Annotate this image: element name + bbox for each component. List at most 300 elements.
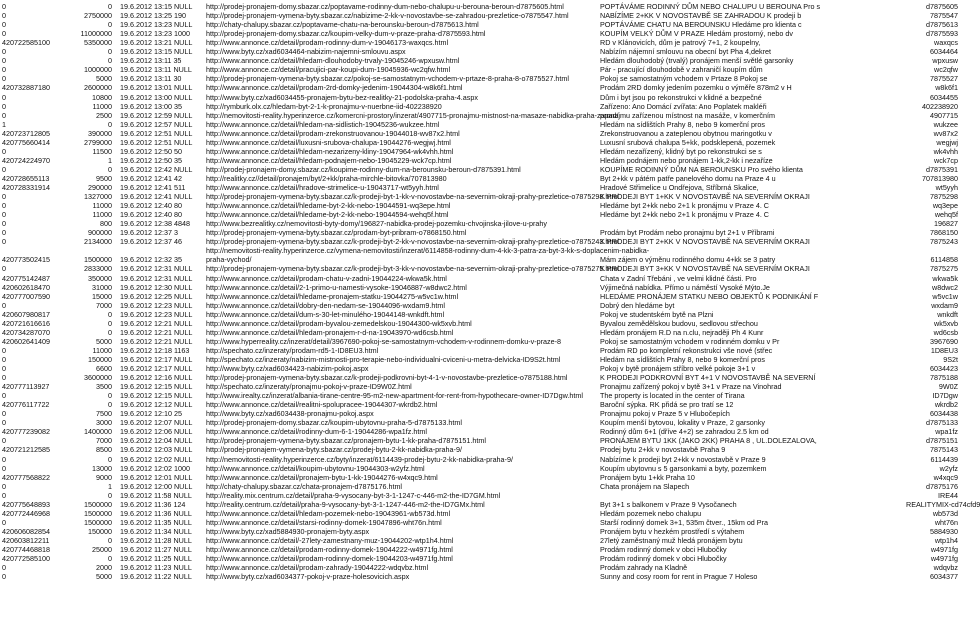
row-date (120, 292, 198, 301)
row-author: 190 (173, 11, 186, 21)
row-price: 5000 (96, 336, 112, 346)
row-price: 5000 (96, 572, 112, 582)
row-author: NULL (173, 391, 193, 401)
row-date-value: 19.6.2012 11:25 (120, 554, 172, 564)
table-row (0, 473, 960, 482)
table-row (0, 364, 960, 373)
row-date (120, 219, 198, 228)
row-author: 35 (173, 56, 182, 66)
row-url[interactable]: http://www.annonce.cz/detail/prodam-rodinny-domek-19044222-w4971fg.html (206, 545, 453, 554)
row-url[interactable]: http://www.annonce.cz/detail/hledam-podnajem-nebo-19045229-wck7cp.html (206, 155, 452, 165)
row-price: 13000 (92, 463, 112, 473)
row-id: 0 (2, 110, 6, 120)
row-price: 25000 (92, 545, 112, 554)
row-id: 420777239082 (2, 427, 50, 437)
row-url[interactable]: http://www.annonce.cz/detail/hledam-na-sidlistich-19045236-wukzee.html (206, 119, 440, 129)
row-date (120, 301, 198, 310)
row-date-value: 19.6.2012 13:11 (120, 56, 172, 66)
row-url[interactable]: http://www.annonce.cz/detail/prodam-2rd-domky-jedenim-19044304-w8k6f1.html (206, 83, 463, 93)
table-row (0, 264, 960, 273)
row-url[interactable]: http://www.annonce.cz/detail/2-1-primo-u-namesti-vysoke-19046887-w8dwc2.html (206, 282, 467, 292)
table-row (0, 482, 960, 491)
row-code: 7875298 (930, 192, 958, 202)
row-url[interactable]: http://reality.centrum.cz/detail/praha-9-vysocany-byt-3-1-1247-446-m2-the-ID7GMx.html (206, 499, 485, 509)
row-url[interactable]: http://chaty-chalupy.sbazar.cz/chata-pronajem-d7875176.html (206, 481, 403, 491)
row-date (120, 572, 198, 581)
table-row (0, 228, 960, 237)
row-date (120, 264, 198, 273)
row-description: Nabízíme k prodeji byt 2+kk v novostavbě v Praze 9 (600, 454, 766, 464)
row-code: wd6csb (933, 327, 958, 337)
row-date (120, 156, 198, 165)
row-url[interactable]: http://www.annonce.cz/detail/hledam-dlouhodoby-trvaly-19045246-wpxusw.html (206, 56, 460, 66)
row-url[interactable]: http://prodej-pronajem-vymena-byty.sbazar.cz/k-prodeji-byt-2-kk-v-novostavbe-na-severnim-okraji-prahy-prezletice-o7875243.html (206, 237, 619, 247)
row-code: w4971fg (930, 554, 958, 564)
row-url[interactable]: http://www.annonce.cz/detail/starsi-rodinny-domek-19047896-wht76n.html (206, 517, 442, 527)
row-url[interactable]: http://nemovitosti-reality.hyperinzerce.cz/komercni-prostory/inzerat/4907715-pronajmu-mistnost-na-masaze-nabidka-praha-zapad/ (206, 110, 619, 120)
row-code: w8dwc2 (932, 282, 958, 292)
row-url[interactable]: http://prodej-pronajem-vymena-byty.sbazar.cz/k-prodeji-byt-1-kk-v-novostavbe-na-severnim-okraji-prahy-prezletice-o7875298.html (206, 192, 619, 202)
row-url[interactable]: http://www.annonce.cz/detail/prodam-rodinny-dum-v-19046173-waxqcs.html (206, 38, 449, 48)
row-price: 9500 (96, 173, 112, 183)
row-author: NULL (173, 445, 193, 455)
row-url[interactable]: http://prodej-pronajem-domy.sbazar.cz/koupim-velky-dum-v-praze-praha-d7875593.html (206, 29, 486, 39)
row-price: 5000 (96, 74, 112, 84)
row-author: NULL (173, 490, 192, 500)
row-url[interactable]: http://www.annonce.cz/detail/pronajem-bytu-1-kk-19044276-w4xqc9.html (206, 472, 438, 482)
row-id: 0 (2, 11, 6, 21)
row-description: Prodám byt Prodám nebo pronajmu byt 2+1 v Příbrami (600, 228, 775, 238)
row-code: wpa1fz (935, 427, 958, 437)
row-id: 0 (2, 391, 6, 401)
row-description: Pronajmu pokoj v Praze 5 v Hlubočepích (600, 409, 730, 419)
row-url[interactable]: http://www.byty.cz/xad5884930-pronajem-byty.aspx (206, 526, 370, 536)
row-date-value: 19.6.2012 12:02 (120, 463, 172, 473)
row-date (120, 274, 198, 283)
row-price: 2500 (96, 110, 112, 120)
row-date-value: 19.6.2012 12:04 (120, 436, 172, 446)
row-description: Pronájem bytu v hezkém prostředí s výtahem (600, 526, 745, 536)
row-date-value: 19.6.2012 11:58 (120, 490, 172, 500)
row-date (120, 174, 198, 183)
row-code: 6034455 (930, 92, 958, 102)
row-id: 0 (2, 237, 6, 247)
row-url[interactable]: http://spechato.cz/inzeraty/pronajmu-pokoj-v-praze-ID9W0Z.html (206, 382, 412, 392)
row-author: 1000 (173, 29, 190, 39)
row-url[interactable]: http://nemovitosti-reality.hyperinzerce.cz/vymena-nemovitosti/inzerat/6114858-rodinny-dum-4-kk-3-patra-za-byt-3-kk-s-doplacenim-nabidka- (206, 246, 650, 256)
row-description: Prodám 2RD domky jedením pozemku o výměře 878m2 v H (600, 83, 792, 93)
table-row (0, 129, 960, 138)
row-url[interactable]: http://www.annonce.cz/detail/hledam-nezarizeny-kliny-19047964-wk4vhh.html (206, 146, 454, 156)
row-url[interactable]: http://www.annonce.cz/detail/hledame-pronajem-statku-19044275-w5vc1w.html (206, 291, 459, 301)
row-author: NULL (173, 535, 192, 545)
row-price: 1500000 (84, 255, 112, 265)
row-url[interactable]: http://prodej-pronajem-domy.sbazar.cz/koupime-rodinny-dum-na-berounsku-beroun-d7875391.html (206, 164, 521, 174)
row-url[interactable]: http://prodej-pronajem-vymena-byty.sbazar.cz/k-prodeji-podkrovni-byt-4-1-v-novostavbe-prezletice-o7875188.html (206, 373, 568, 383)
row-code: d7875605 (926, 2, 958, 11)
row-code: 3967690 (930, 336, 958, 346)
row-price: 0 (108, 535, 112, 545)
row-date-value: 19.6.2012 12:50 (120, 146, 172, 156)
row-url[interactable]: http://www.annonce.cz/detail/realitni-spolupracee-19044307-wkrdb2.html (206, 400, 438, 410)
row-date (120, 56, 198, 65)
row-date (120, 427, 198, 436)
table-row (0, 210, 960, 219)
row-url[interactable]: http://prodej-pronajem-vymena-byty.sbazar.cz/pronajem-bytu-1-kk-praha-d7875151.html (206, 436, 486, 446)
row-price: 10800 (92, 92, 112, 102)
row-date (120, 11, 198, 20)
row-id: 420602618470 (2, 282, 50, 292)
row-id: 0 (2, 2, 6, 11)
row-url[interactable]: http://prodej-pronajem-domy.sbazar.cz/koupim-ubytovnu-praha-5-d7875133.html (206, 418, 462, 428)
row-code: d7875151 (926, 436, 958, 446)
row-date (120, 111, 198, 120)
row-url[interactable]: http://www.annonce.cz/detail/hledam-pozemek-nebo-19043961-wb573d.html (206, 508, 451, 518)
row-url[interactable]: http://prodej-pronajem-vymena-byty.sbazar.cz/prodam-byt-pribram-o7868150.html (206, 228, 467, 238)
row-id: 0 (2, 572, 6, 582)
row-id: 0 (2, 418, 6, 428)
row-url[interactable]: http://www.annonce.cz/detail/rodinny-dum-6-1-19044286-wpa1fz.html (206, 427, 427, 437)
row-id: 420724224970 (2, 155, 50, 165)
row-code: 9S2t (943, 354, 958, 364)
row-price: 1500000 (84, 517, 112, 527)
row-date-value: 19.6.2012 12:10 (120, 409, 172, 419)
row-url[interactable]: http://www.annonce.cz/detail/hradove-strimelice-u-19043717-wt5yyh.html (206, 183, 439, 192)
row-id: 0 (2, 563, 6, 573)
row-url[interactable]: http://spechato.cz/inzeraty/prodam-rd5-1-ID8EU3.html (206, 345, 379, 355)
table-row (0, 499, 980, 509)
row-id: 420722585100 (2, 38, 50, 48)
row-code: w5vc1w (932, 291, 958, 301)
row-author: NULL (173, 382, 193, 392)
row-date (120, 237, 198, 246)
row-description: Pokoj se samostatným vchodem v Prtaze 8 Pokoj se (600, 74, 768, 84)
row-date-value: 19.6.2012 13:23 (120, 20, 172, 30)
row-description: Pár - pracující dlouhodobě v zahraničí koupím dům (600, 65, 763, 75)
row-url[interactable]: http://www.annonce.cz/detail/dum-s-30-let-minulého-19044148-wnkdft.html (206, 309, 445, 319)
row-price: 2750000 (84, 11, 112, 21)
row-author: NULL (173, 318, 193, 328)
row-description: The property is located in the center of Tirana (600, 391, 745, 401)
row-url[interactable]: http://reality.mix.centrum.cz/detail/praha-9-vysocany-byt-3-1-1247-c-446-m2-the-ID7GM.html (206, 490, 501, 500)
row-price: 11000 (92, 345, 112, 355)
row-price: 1 (108, 481, 112, 491)
row-url[interactable]: http://prodej-pronajem-domy.sbazar.cz/poptavame-rodinny-dum-nebo-chalupu-u-berouna-beroun-d7875605.html (206, 2, 564, 11)
row-code: w8k6f1 (935, 83, 958, 93)
row-price: 900000 (88, 228, 112, 238)
row-date-value: 19.6.2012 13:21 (120, 38, 172, 48)
table-row (0, 518, 960, 527)
row-url[interactable]: http://www.bezrealitky.cz/nemovitosti-byty-domy/196827-nabidka-prodej-pozemku-chvojinska-jilove-u-prahy (206, 219, 548, 229)
row-date (120, 491, 198, 500)
row-date-value: 19.6.2012 12:00 (120, 481, 172, 491)
row-price: 31000 (92, 282, 112, 292)
row-date (120, 418, 198, 427)
row-id: 0 (2, 490, 6, 500)
row-date (120, 509, 198, 518)
row-code: wdqvbz (933, 563, 958, 573)
table-row (0, 147, 960, 156)
row-date-value: 19.6.2012 12:31 (120, 264, 172, 274)
row-date-value: 19.6.2012 12:59 (120, 110, 172, 120)
table-row (0, 427, 960, 436)
row-author: NULL (173, 20, 193, 30)
table-row (0, 65, 960, 74)
row-date (120, 201, 198, 210)
row-url[interactable]: http://www.annonce.cz/detail/prodam-byvalou-zemedelskou-19044300-wk5xvb.html (206, 318, 472, 328)
row-author: NULL (173, 436, 193, 446)
row-code: wehq5f (934, 210, 958, 220)
row-code: wt5yyh (935, 183, 958, 192)
row-price: 6600 (96, 364, 112, 373)
table-row (0, 563, 960, 572)
row-price: 2833000 (84, 264, 112, 274)
row-price: 0 (108, 490, 112, 500)
row-description: Prodám zahrady na Kladně (600, 563, 688, 573)
row-code: 7875243 (930, 237, 958, 247)
row-date (120, 536, 198, 545)
row-description: HLEDÁME PRONÁJEM STATKU NEBO OBJEKTŮ K PODNIKÁNÍ F (600, 291, 819, 301)
row-id: 0 (2, 201, 6, 211)
row-date-value: 19.6.2012 12:25 (120, 291, 172, 301)
row-author: NULL (173, 508, 192, 518)
table-row (0, 120, 960, 129)
row-url[interactable]: http://www.byty.cz/xad6034377-pokoj-v-praze-holesovicich.aspx (206, 572, 410, 582)
row-code: 7875275 (930, 264, 958, 274)
row-author: 80 (173, 201, 182, 211)
row-price: 7000 (96, 300, 112, 310)
row-description: Hledám na sídlištích Prahy 8, nebo 9 komerční pros (600, 354, 765, 364)
row-author: NULL (173, 264, 193, 274)
row-url[interactable]: http://www.annonce.cz/detail/pracujici-par-koupi-dum-19045936-wc2qfw.html (206, 65, 451, 75)
row-author: 30 (173, 74, 182, 84)
row-description: 27letý zaměstnaný muž hledá pronájem bytu (600, 535, 743, 545)
row-id: 420772446968 (2, 508, 50, 518)
row-price: 3600000 (84, 373, 112, 383)
row-author: NULL (173, 554, 192, 564)
table-row (0, 283, 960, 292)
row-date-value: 19.6.2012 12:57 (120, 119, 172, 129)
row-description: Prodám rodinný domek v obci Hlubočky (600, 554, 727, 564)
row-date-value: 19.6.2012 11:28 (120, 535, 172, 545)
table-row (0, 554, 960, 563)
row-description: Hradové Střimelice u Ondřejova, Stříbrná Skalice, (600, 183, 759, 192)
row-description: Pokoj v bytě pronájem stříbro velké pokoje 3+1 v (600, 364, 756, 373)
row-date-value: 19.6.2012 12:32 (120, 255, 172, 265)
row-url[interactable]: http://www.annonce.cz/detail/hledam-pronajem-r-d-na-19043970-wd6csb.html (206, 327, 454, 337)
row-url[interactable]: http://www.byty.cz/xad6034438-pronajmu-pokoj.aspx (206, 409, 374, 419)
row-date (120, 102, 198, 111)
row-author: NULL (173, 192, 193, 202)
row-url[interactable]: http://www.annonce.cz/detail/hledame-byt-2-kk-nebo-19044591-wq3epe.html (206, 201, 451, 211)
row-date-value: 19.6.2012 12:41 (120, 192, 172, 202)
table-row (0, 319, 960, 328)
row-id: 0 (2, 56, 6, 66)
row-date-value: 19.6.2012 12:21 (120, 327, 172, 337)
row-date (120, 464, 198, 473)
row-url[interactable]: http://www.byty.cz/xad6034423-nabizim-pokoj.aspx (206, 364, 369, 373)
row-price: 390000 (88, 128, 112, 138)
row-author: NULL (173, 327, 193, 337)
row-date-value: 19.6.2012 11:23 (120, 563, 172, 573)
row-price: 5350000 (84, 38, 112, 48)
row-date-value: 19.6.2012 12:23 (120, 309, 172, 319)
row-description: Hledám pozemek nebo chalupu (600, 508, 702, 518)
row-url[interactable]: http://chaty-chalupy.sbazar.cz/poptavame-chatu-na-berounsku-beroun-d7875613.html (206, 20, 479, 30)
row-url[interactable]: http://www.annonce.cz/detail/prodam-rodinny-domek-19044203-w4971fg.html (206, 554, 453, 564)
row-price: 11000 (92, 101, 112, 111)
row-code: wkwa5k (932, 273, 958, 283)
row-date-value: 19.6.2012 12:51 (120, 128, 172, 138)
row-url[interactable]: http://www.irealty.cz/inzerat/albania-tirane-centre-95-m2-new-apartment-for-rent-from-hypothecare-owner-ID7Dgw.html (206, 391, 583, 401)
row-id: 0 (2, 409, 6, 419)
row-description: Dům i byt jsou po rekonstrukci v klidné a bezpečné (600, 92, 762, 102)
row-url[interactable]: http://www.annonce.cz/detail/prodam-chatu-v-zadni-19044224-wkwa5k.html (206, 273, 447, 283)
row-url[interactable]: http://www.annonce.cz/detail/-27lety-zamestnany-muz-19044202-wtp1h4.html (206, 535, 454, 545)
row-price: 15000 (92, 291, 112, 301)
row-url[interactable]: http://www.annonce.cz/detail/dobry-den-nedam-se-19044096-wxdam9.html (206, 300, 445, 310)
row-code: 6034377 (930, 572, 958, 582)
row-url[interactable]: http://nemovitosti-reality.hyperinzerce.cz/byty/inzerat/6114439-prodej-bytu-2-kk-nabidka-praha-9/ (206, 454, 513, 464)
row-date (120, 246, 198, 255)
row-code: 7875547 (930, 11, 958, 21)
row-code: waxqcs (934, 38, 958, 48)
row-date (120, 147, 198, 156)
row-price: 150000 (88, 354, 112, 364)
row-id: 420721212585 (2, 445, 50, 455)
table-row (0, 382, 960, 391)
row-date-value: 19.6.2012 12:15 (120, 382, 172, 392)
row-id: 420777007590 (2, 291, 50, 301)
row-id: 420728331914 (2, 183, 50, 192)
row-code: 6114858 (930, 255, 958, 265)
row-author: 50 (173, 146, 182, 156)
table-row (0, 409, 960, 418)
row-url[interactable]: http://prodej-pronajem-vymena-byty.sbazar.cz/pokoj-se-samostatnym-vchodem-v-prtaze-8-praha-8-o7875527.html (206, 74, 569, 84)
row-date (120, 310, 198, 319)
row-url[interactable]: http://rymburk.olx.cz/hledam-byt-2-1-k-pronajmu-v-nuerbne-iid-402238920 (206, 101, 442, 111)
row-url[interactable]: http://www.annonce.cz/detail/koupim-ubytovnu-19044303-w2yfz.html (206, 463, 425, 473)
row-code: REALITYMIX-cd74cfd9 (906, 499, 980, 509)
row-author: NULL (173, 291, 193, 301)
row-author: NULL (173, 481, 193, 491)
row-description: Hledám pronájem R.D na n.clu, nejraději Ph 4 Kunr (600, 327, 764, 337)
row-date (120, 20, 198, 29)
row-code: wxdam9 (931, 300, 958, 310)
row-id: 420775660414 (2, 137, 50, 147)
table-row (0, 255, 960, 264)
row-author: NULL (173, 418, 193, 428)
row-code: d7875133 (926, 418, 958, 428)
row-url[interactable]: http://realitky.cz//detail/pronajem/byt/2+kk/praha-mirchle-bitovka/707813980 (206, 173, 447, 183)
row-date (120, 228, 198, 237)
row-code: 9W0Z (938, 382, 958, 392)
row-author: NULL (173, 354, 193, 364)
row-description: K PRODEJI BYT 3+KK V NOVOSTAVBĚ NA SEVERNÍM OKRAJI (600, 264, 810, 274)
table-row (0, 111, 960, 120)
row-date (120, 527, 198, 536)
row-url[interactable]: http://spechato.cz/inzeraty/nabizim-mistnosti-pro-terapie-nebo-individualni-cviceni-u-metra-delvicka-ID9S2t.html (206, 354, 561, 364)
row-description: K PRODEJI BYT 1+KK V NOVOSTAVBĚ NA SEVERNÍM OKRAJI (600, 192, 810, 202)
row-id: 420772585100 (2, 554, 50, 564)
row-id: 420777113927 (2, 382, 50, 392)
row-url[interactable]: http://prodej-pronajem-vymena-byty.sbazar.cz/k-prodeji-byt-3-kk-v-novostavbe-na-severnim-okraji-prahy-prezletice-o7875275.html (206, 264, 619, 274)
row-id: 420775142487 (2, 273, 50, 283)
table-row (0, 536, 960, 545)
row-date (120, 138, 198, 147)
row-code: wkrdb2 (934, 400, 958, 410)
row-description: Byt 2+kk v pátém patře panelového domu na Praze 4 u (600, 173, 776, 183)
row-id: 0 (2, 228, 6, 238)
row-date-value: 19.6.2012 13:15 (120, 2, 172, 11)
row-date-value: 19.6.2012 11:34 (120, 526, 172, 536)
row-code: ID7Dgw (932, 391, 958, 401)
row-id: 0 (2, 29, 6, 39)
row-author: NULL (173, 92, 193, 102)
row-description: KOUPÍM VELKÝ DŮM V PRAZE Hledám prostorný, nebo dv (600, 29, 793, 39)
row-url[interactable]: http://www.annonce.cz/detail/luxusni-srubova-chalupa-19044276-wegjwj.html (206, 137, 451, 147)
row-price: 0 (108, 454, 112, 464)
row-code: 4907715 (930, 110, 958, 120)
row-price: 1500000 (84, 499, 112, 509)
row-date (120, 364, 198, 373)
table-row (0, 328, 960, 337)
table-row (0, 373, 960, 382)
row-date (120, 391, 198, 400)
row-id: 420721616616 (2, 318, 50, 328)
row-price: 0 (108, 327, 112, 337)
row-url[interactable]: http://www.annonce.cz/detail/prodam-zrekonstruovanou-19044018-wv87x2.html (206, 128, 460, 138)
row-description: Rodinný dům 6+1 (dříve 4+2) se zahradou 2.5 km od (600, 427, 769, 437)
table-row (0, 464, 960, 473)
row-date (120, 210, 198, 219)
row-description: Hledám nezařízený, klidný byt po rekonstrukci se s (600, 146, 762, 156)
row-url[interactable]: http://www.byty.cz/xad6034464-nabizim-najemni-smlouvu.aspx (206, 47, 406, 57)
row-description: Hledám podnájem nebo pronájem 1-kk,2-kk i nezaříze (600, 155, 773, 165)
row-id: 0 (2, 481, 6, 491)
row-price: 1500000 (84, 508, 112, 518)
row-author: NULL (173, 373, 193, 383)
row-url[interactable]: http://www.byty.cz/xad6034455-pronajem-bytu-bez-realitky-21-podolska-praha-4.aspx (206, 92, 478, 102)
row-date-value: 19.6.2012 12:30 (120, 282, 172, 292)
row-author: 46 (173, 237, 182, 247)
row-url[interactable]: http://www.hyperreality.cz/inzerat/detail/3967690-pokoj-se-samostatnym-vchodem-v-rodinnem-domku-v-praze-8 (206, 336, 561, 346)
row-url[interactable]: http://www.annonce.cz/detail/hledame-byt-2-kk-nebo-19044594-wehq5f.html (206, 210, 449, 220)
row-code: IRE44 (938, 490, 958, 500)
row-price: 9000 (96, 472, 112, 482)
row-author: NULL (173, 38, 193, 48)
row-date (120, 400, 198, 409)
row-code: 707813980 (922, 173, 958, 183)
row-id: 420603812211 (2, 535, 50, 545)
row-price: 11000 (92, 201, 112, 211)
row-price: 290000 (88, 183, 112, 192)
row-date-value: 19.6.2012 12:40 (120, 201, 172, 211)
row-description: Pokoj se samostatným vchodem v rodinném domku v Pr (600, 336, 780, 346)
row-url[interactable]: http://prodej-pronajem-vymena-byty.sbazar.cz/prodej-bytu-2-kk-nabidka-praha-9/ (206, 445, 462, 455)
row-url[interactable]: http://www.annonce.cz/detail/prodam-zahrady-19044222-wdqvbz.html (206, 563, 429, 573)
row-author: NULL (173, 526, 192, 536)
row-id: 0 (2, 517, 6, 527)
row-url[interactable]: http://prodej-pronajem-vymena-byty.sbazar.cz/nabizime-2-kk-v-novostavbe-se-zahradou-prezletice-o7875547.html (206, 11, 569, 21)
row-price: 0 (108, 391, 112, 401)
row-id: 0 (2, 373, 6, 383)
row-date-value: 19.6.2012 12:03 (120, 445, 172, 455)
row-date (120, 445, 198, 454)
row-date-value: 19.6.2012 13:15 (120, 47, 172, 57)
row-url[interactable]: praha-vychod/ (206, 255, 252, 265)
row-code: 6034423 (930, 364, 958, 373)
